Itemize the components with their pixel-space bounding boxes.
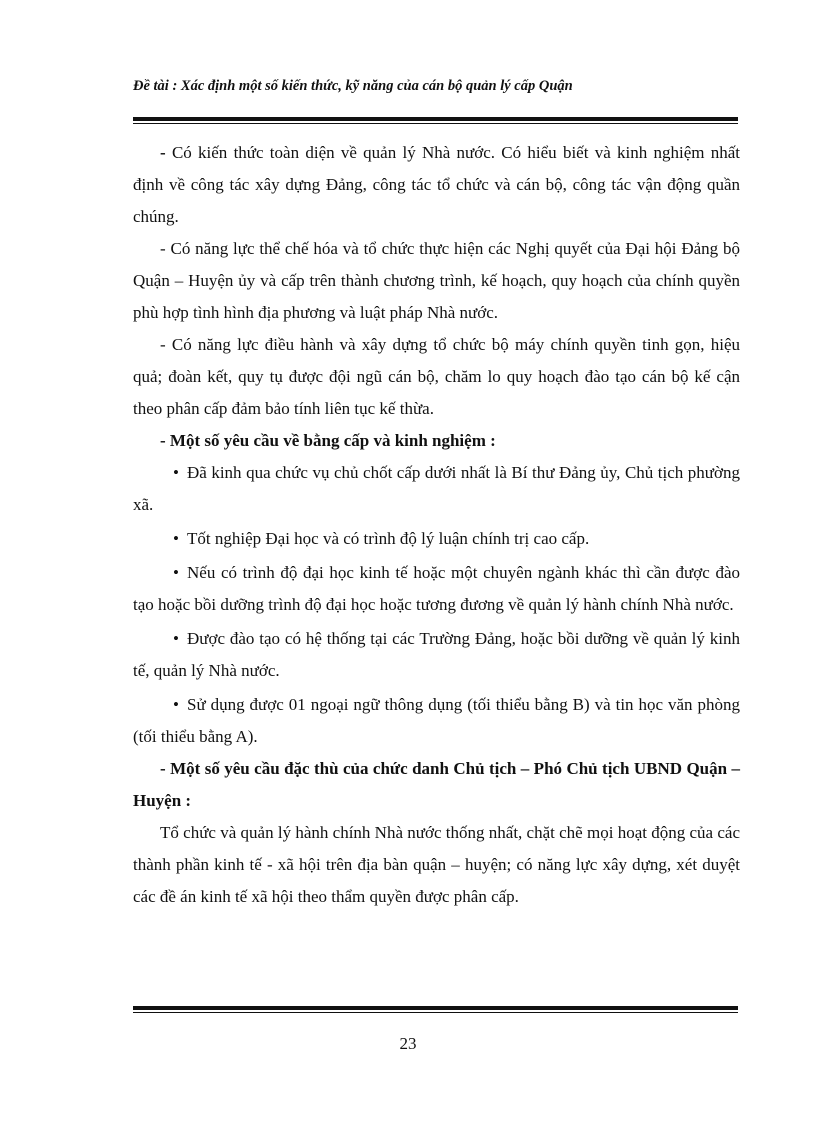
footer-rule	[133, 1006, 738, 1013]
bullet-icon: •	[173, 529, 179, 548]
paragraph-administration: Tổ chức và quản lý hành chính Nhà nước thống nhất, chặt chẽ mọi hoạt động của các thành phần kinh tế - xã hội trên địa bàn quận – huyện; có năng lực xây dựng, xét duyệt các đề án kinh tế xã hội theo thẩm quyền được phân cấp.	[133, 823, 740, 906]
page-number: 23	[399, 1034, 417, 1053]
bullet-item: • Sử dụng được 01 ngoại ngữ thông dụng (tối thiểu bằng B) và tin học văn phòng (tối thiểu bằng A).	[133, 689, 740, 753]
bullet-item: • Được đào tạo có hệ thống tại các Trường Đảng, hoặc bồi dưỡng về quản lý kinh tế, quản lý Nhà nước.	[133, 623, 740, 687]
heading-qualifications: - Một số yêu cầu về bằng cấp và kinh nghiệm :	[160, 431, 496, 450]
bullet-icon: •	[173, 563, 179, 582]
bullet-icon: •	[173, 629, 179, 648]
header-title: Đề tài : Xác định một số kiến thức, kỹ năng của cán bộ quản lý cấp Quận	[133, 78, 573, 94]
header-rule	[133, 117, 738, 124]
bullet-icon: •	[173, 463, 179, 482]
paragraph-dash: -	[160, 143, 172, 162]
bullet-item: • Đã kinh qua chức vụ chủ chốt cấp dưới nhất là Bí thư Đảng ủy, Chủ tịch phường xã.	[133, 457, 740, 521]
paragraph-knowledge: - Có kiến thức toàn diện về quản lý Nhà nước. Có hiểu biết và kinh nghiệm nhất định về công tác xây dựng Đảng, công tác tổ chức và cán bộ, công tác vận động quần chúng.	[133, 143, 741, 226]
heading-chairman-requirements: - Một số yêu cầu đặc thù của chức danh Chủ tịch – Phó Chủ tịch UBND Quận – Huyện :	[133, 759, 740, 810]
bullet-item: • Nếu có trình độ đại học kinh tế hoặc một chuyên ngành khác thì cần được đào tạo hoặc bồi dưỡng trình độ đại học hoặc tương đương về quản lý hành chính Nhà nước.	[133, 557, 740, 621]
bullet-item: • Tốt nghiệp Đại học và có trình độ lý luận chính trị cao cấp.	[133, 523, 740, 555]
paragraph-management: - Có năng lực điều hành và xây dựng tổ chức bộ máy chính quyền tinh gọn, hiệu quả; đoàn kết, quy tụ được đội ngũ cán bộ, chăm lo quy hoạch đào tạo cán bộ kế cận theo phân cấp đảm bảo tính liên tục kế thừa.	[133, 335, 740, 418]
page-body	[133, 137, 740, 913]
paragraph-institutionalize: - Có năng lực thể chế hóa và tổ chức thực hiện các Nghị quyết của Đại hội Đảng bộ Quận – Huyện ủy và cấp trên thành chương trình, kế hoạch, quy hoạch của chính quyền phù hợp tình hình địa phương và luật pháp Nhà nước.	[133, 239, 740, 322]
bullet-icon: •	[173, 695, 179, 714]
